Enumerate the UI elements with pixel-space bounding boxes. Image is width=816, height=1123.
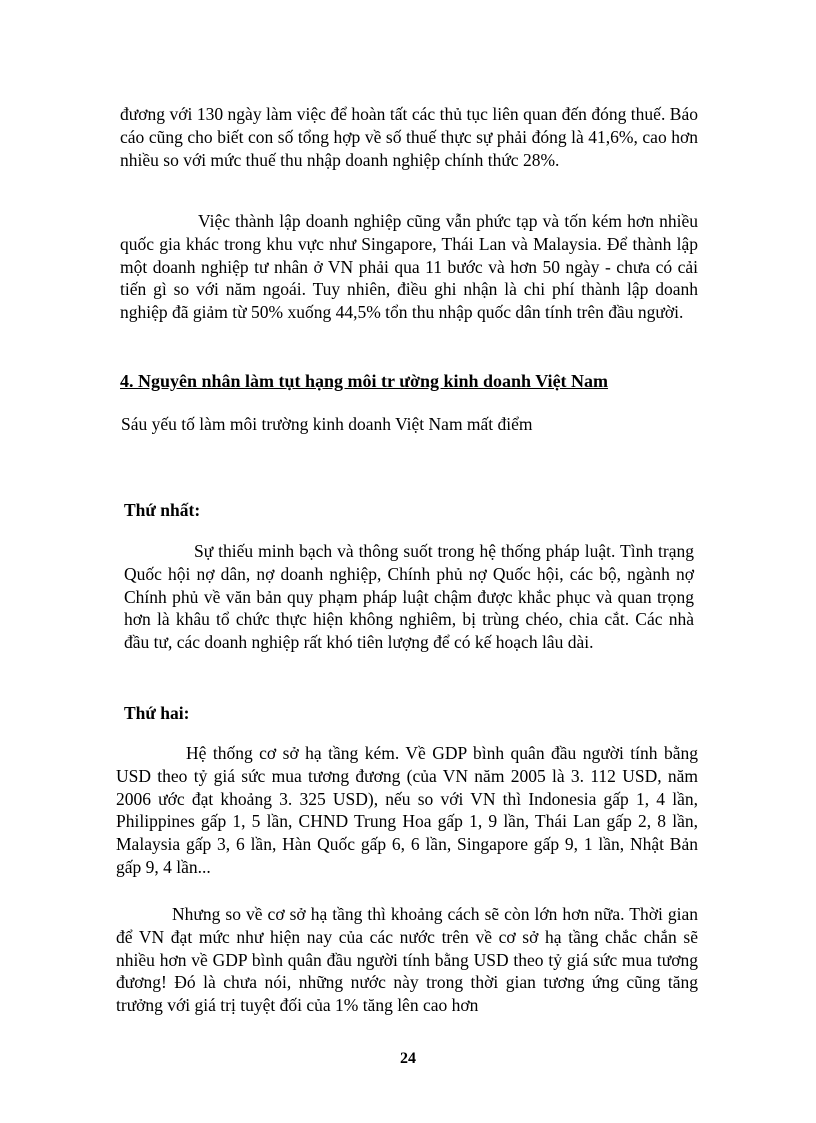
paragraph-business-establishment: Việc thành lập doanh nghiệp cũng vẫn phức tạp và tốn kém hơn nhiều quốc gia khác trong khu vực như Singapore, Thái Lan và Malaysia. Để thành lập một doanh nghiệp tư nhân ở VN phải qua 11 bước và hơn 50 ngày - chưa có cải tiến gì so với năm ngoái. Tuy nhiên, điều ghi nhận là chi phí thành lập doanh nghiệp đã giảm từ 50% xuống 44,5% tổn thu nhập quốc dân tính trên đầu người. [120, 211, 698, 323]
second-factor-heading: Thứ hai: [124, 703, 190, 723]
second-factor-paragraph: Hệ thống cơ sở hạ tầng kém. Về GDP bình quân đầu người tính bằng USD theo tỷ giá sức mua tương đương (của VN năm 2005 là 3. 112 USD, năm 2006 ước đạt khoảng 3. 325 USD), nếu so với VN thì Indonesia gấp 1, 4 lần, Philippines gấp 1, 5 lần, CHND Trung Hoa gấp 1, 9 lần, Thái Lan gấp 2, 8 lần, Malaysia gấp 3, 6 lần, Hàn Quốc gấp 6, 6 lần, Singapore gấp 9, 1 lần, Nhật Bản gấp 9, 4 lần... [116, 743, 698, 877]
page-number: 24 [400, 1050, 416, 1067]
paragraph-tax-procedures: đương với 130 ngày làm việc để hoàn tất các thủ tục liên quan đến đóng thuế. Báo cáo cũng cho biết con số tổng hợp về số thuế thực sự phải đóng là 41,6%, cao hơn nhiều so với mức thuế thu nhập doanh nghiệp chính thức 28%. [120, 104, 698, 170]
section-heading: 4. Nguyên nhân làm tụt hạng môi tr ường kinh doanh Việt Nam [120, 371, 609, 391]
first-factor-heading: Thứ nhất: [124, 500, 201, 520]
first-factor-paragraph: Sự thiếu minh bạch và thông suốt trong hệ thống pháp luật. Tình trạng Quốc hội nợ dân, nợ doanh nghiệp, Chính phủ nợ Quốc hội, các bộ, ngành nợ Chính phủ về văn bản quy phạm pháp luật chậm được khắc phục và quan trọng hơn là khâu tổ chức thực hiện không nghiêm, bị trùng chéo, chia cắt. Các nhà đầu tư, các doanh nghiệp rất khó tiên lượng để có kế hoạch lâu dài. [124, 541, 694, 653]
intro-line: Sáu yếu tố làm môi trường kinh doanh Việt Nam mất điểm [121, 414, 533, 434]
infrastructure-paragraph: Nhưng so về cơ sở hạ tầng thì khoảng cách sẽ còn lớn hơn nữa. Thời gian để VN đạt mức như hiện nay của các nước trên về cơ sở hạ tầng chắc chắn sẽ nhiều hơn về GDP bình quân đầu người tính bằng USD theo tỷ giá sức mua tương đương! Đó là chưa nói, những nước này trong thời gian tương ứng cũng tăng trưởng với giá trị tuyệt đối của 1% tăng lên cao hơn [116, 904, 698, 1016]
